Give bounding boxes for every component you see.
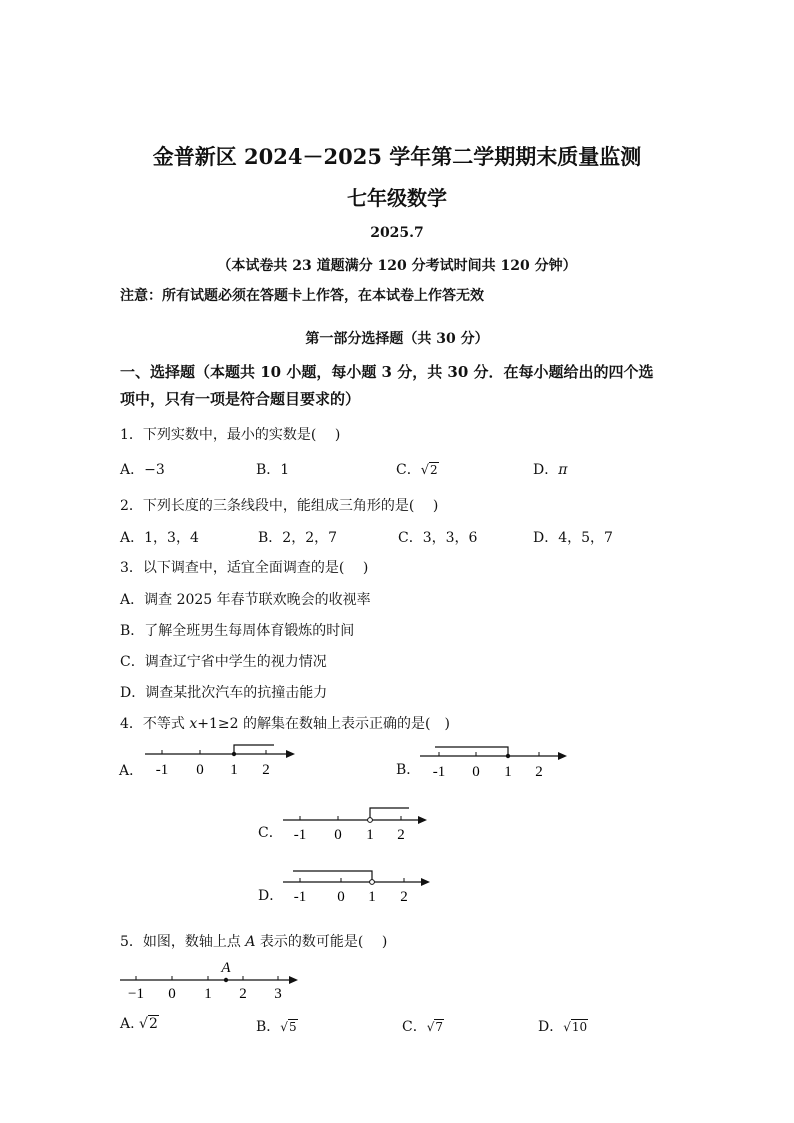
- solution-ray: [370, 808, 409, 820]
- option-text: 2: [148, 1016, 158, 1032]
- option-letter: C．: [398, 530, 423, 546]
- tick-label: 1: [204, 986, 212, 1000]
- number-line-option-a: [140, 740, 300, 780]
- exam-date: 2025.7: [370, 225, 424, 241]
- closed-point: [506, 754, 510, 758]
- tick-label: −1: [128, 986, 144, 1000]
- option-text: −3: [144, 462, 165, 478]
- axis-arrow: [289, 976, 298, 984]
- option-letter: B．: [258, 530, 283, 546]
- variable-x: x: [189, 716, 198, 732]
- question-3-stem: 3．以下调查中，适宜全面调查的是( ): [120, 560, 369, 576]
- exam-info: （本试卷共 23 道题满分 120 分考试时间共 120 分钟）: [217, 258, 577, 274]
- question-2-option-b: [258, 527, 337, 547]
- option-text: 了解全班男生每周体育锻炼的时间: [144, 623, 355, 639]
- question-4-option-a-letter: A．: [119, 763, 144, 779]
- point-a: [224, 978, 228, 982]
- option-text: π: [558, 462, 568, 478]
- tick-label: 2: [239, 986, 247, 1000]
- tick-label: 3: [274, 986, 282, 1000]
- question-4-option-d-letter: D．: [258, 888, 284, 904]
- exam-title: 金普新区 2024－2025 学年第二学期期末质量监测: [152, 144, 642, 169]
- question-5-option-c: [402, 1016, 444, 1036]
- option-letter: C．: [396, 462, 421, 478]
- open-point: [370, 880, 375, 885]
- part1-heading: 第一部分选择题（共 30 分）: [305, 331, 489, 347]
- exam-subtitle: 七年级数学: [347, 186, 447, 210]
- tick-label: 1: [230, 762, 238, 778]
- option-text: 4，5，7: [558, 530, 613, 546]
- option-text: 7: [435, 1020, 444, 1034]
- tick-label: 1: [366, 827, 374, 843]
- option-letter: A．: [120, 530, 145, 546]
- tick-label: -1: [293, 827, 307, 843]
- option-text: 2，2，7: [282, 530, 338, 546]
- option-text: 5: [288, 1020, 297, 1034]
- question-2-option-c: [398, 527, 477, 547]
- number-line-option-c: [280, 803, 440, 843]
- question-2-stem: 2．下列长度的三条线段中，能组成三角形的是( ): [120, 498, 439, 514]
- option-letter: D．: [533, 462, 559, 478]
- option-letter: D．: [120, 685, 146, 701]
- option-text: 2: [430, 463, 438, 477]
- option-letter: C．: [402, 1019, 427, 1035]
- tick-label: 0: [168, 986, 176, 1000]
- axis-arrow: [418, 816, 427, 824]
- option-letter: B．: [120, 623, 145, 639]
- option-letter: D．: [538, 1019, 564, 1035]
- number-line-option-d: [280, 866, 440, 906]
- option-letter: C．: [120, 654, 145, 670]
- tick-label: -1: [155, 762, 169, 778]
- tick-label: 2: [535, 764, 543, 780]
- tick-label: 2: [400, 889, 408, 905]
- closed-point: [232, 752, 236, 756]
- option-text: 调查 2025 年春节联欢晚会的收视率: [144, 592, 371, 608]
- question-3-option-c: [120, 651, 327, 671]
- open-point: [368, 818, 373, 823]
- question-3-option-a: [120, 589, 371, 609]
- question-2-option-d: [533, 527, 613, 547]
- solution-ray: [435, 747, 508, 756]
- sqrt-expression: √10: [563, 1020, 588, 1034]
- option-letter: D．: [533, 530, 559, 546]
- question-1-option-c: [396, 459, 439, 479]
- section-instructions-line2: 项中，只有一项是符合题目要求的）: [120, 390, 361, 408]
- stem-prefix: 4．不等式: [120, 716, 190, 732]
- question-5-option-b: [256, 1016, 298, 1036]
- option-letter: A．: [120, 462, 145, 478]
- sqrt-expression: √2: [139, 1016, 158, 1032]
- variable-a: A: [245, 934, 256, 950]
- tick-label: 1: [368, 889, 376, 905]
- tick-label: -1: [432, 764, 446, 780]
- number-line-figure: [115, 958, 305, 1000]
- question-4-stem: [120, 713, 450, 733]
- question-2-option-a: [120, 527, 199, 547]
- tick-label: 0: [472, 764, 480, 780]
- option-text: 1，3，4: [144, 530, 199, 546]
- question-1-option-b: [256, 459, 289, 479]
- tick-label: 0: [334, 827, 342, 843]
- stem-prefix: 5．如图，数轴上点: [120, 934, 246, 950]
- question-1-option-d: [533, 459, 567, 479]
- option-text: 1: [280, 462, 290, 478]
- tick-label: -1: [293, 889, 307, 905]
- stem-suffix: +1≥2 的解集在数轴上表示正确的是( ): [197, 716, 450, 732]
- tick-label: 0: [196, 762, 204, 778]
- question-3-option-b: [120, 620, 354, 640]
- tick-label: 1: [504, 764, 512, 780]
- tick-label: 0: [337, 889, 345, 905]
- stem-suffix: 表示的数可能是( ): [255, 934, 388, 950]
- question-5-option-d: [538, 1016, 588, 1036]
- sqrt-expression: √5: [280, 1020, 297, 1034]
- question-4-option-b-letter: B．: [396, 762, 421, 778]
- point-a-label: A: [221, 960, 231, 976]
- sqrt-expression: √7: [426, 1020, 444, 1034]
- exam-notice: 注意：所有试题必须在答题卡上作答，在本试卷上作答无效: [120, 288, 484, 304]
- question-5-option-a: [120, 1016, 159, 1032]
- option-letter: A.: [120, 1016, 135, 1032]
- option-text: 调查辽宁省中学生的视力情况: [144, 654, 327, 670]
- number-line-option-b: [415, 742, 575, 782]
- tick-label: 2: [262, 762, 270, 778]
- question-1-option-a: [120, 459, 165, 479]
- solution-ray: [293, 871, 372, 882]
- tick-label: 2: [397, 827, 405, 843]
- question-5-stem: [120, 931, 387, 951]
- sqrt-expression: √2: [420, 463, 438, 478]
- option-text: 3，3，6: [422, 530, 478, 546]
- option-letter: B．: [256, 1019, 281, 1035]
- section-instructions-line1: 一、选择题（本题共 10 小题，每小题 3 分，共 30 分．在每小题给出的四个选: [120, 363, 654, 381]
- option-letter: B．: [256, 462, 281, 478]
- axis-arrow: [286, 750, 295, 758]
- axis-arrow: [421, 878, 430, 886]
- option-text: 10: [571, 1020, 588, 1034]
- axis-arrow: [558, 752, 567, 760]
- option-text: 调查某批次汽车的抗撞击能力: [145, 685, 328, 701]
- solution-ray: [234, 745, 274, 754]
- option-letter: A．: [120, 592, 145, 608]
- question-4-option-c-letter: C．: [258, 825, 283, 841]
- question-3-option-d: [120, 682, 327, 702]
- question-1-stem: 1．下列实数中，最小的实数是( ): [120, 427, 341, 443]
